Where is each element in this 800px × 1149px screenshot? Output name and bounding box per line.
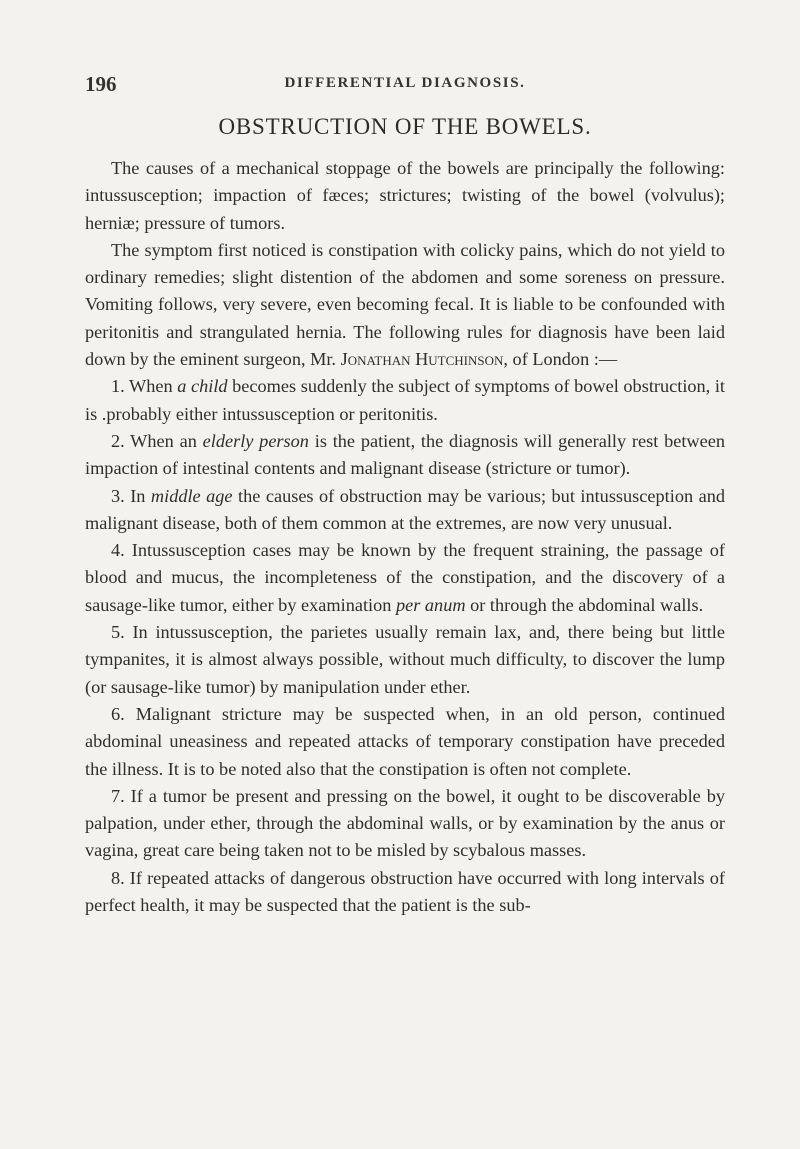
rule-1 [85, 373, 725, 428]
running-head [85, 72, 725, 102]
rule-1-prefix: 1. When [111, 376, 178, 397]
body-text [85, 155, 725, 919]
rule-5: 5. In intussusception, the parietes usually remain lax, and, there being but little tympanites, it is almost always possible, without much difficulty, to discover the lump (or sausage-like tumor) by manipulation under ether. [85, 622, 725, 697]
rule-1-emphasis: a child [177, 376, 228, 397]
paragraph-causes: The causes of a mechanical stoppage of the bowels are principally the following: intussusception; impaction of fæces; strictures; twisting of the bowel (volvulus); herniæ; pressure of tumors. [85, 158, 725, 233]
surgeon-name: Jonathan Hutchinson [340, 349, 504, 370]
rule-8: 8. If repeated attacks of dangerous obstruction have occurred with long intervals of perfect health, it may be suspected that the patient is the sub- [85, 867, 725, 916]
rule-2-prefix: 2. When an [111, 430, 203, 451]
rule-3 [85, 483, 725, 538]
running-title: DIFFERENTIAL DIAGNOSIS. [284, 75, 526, 91]
rule-2-emphasis: elderly person [202, 430, 309, 451]
paragraph-symptom [85, 237, 725, 373]
rule-4-suffix: or through the abdominal walls. [465, 594, 704, 615]
rule-7: 7. If a tumor be present and pressing on the bowel, it ought to be discoverable by palpation, under ether, through the abdominal walls, or by examination by the anus or vagina, great care being taken not to be misled by scybalous masses. [85, 785, 725, 861]
rule-1-suffix: becomes suddenly the subject of symptoms of bowel obstruction, it is .probably either intussusception or peritonitis. [85, 376, 726, 424]
rule-2-suffix: is the patient, the diagnosis will generally rest between impaction of intestinal contents and malignant disease (stricture or tumor). [85, 430, 726, 479]
rule-6: 6. Malignant stricture may be suspected when, in an old person, continued abdominal uneasiness and repeated attacks of temporary constipation have preceded the illness. It is to be noted also that the constipation is often not complete. [85, 703, 725, 779]
symptom-text: The symptom first noticed is constipation with colicky pains, which do not yield to ordinary remedies; slight distention of the abdomen and some soreness on pressure. Vomiting follows, very severe, even becoming fecal. It is liable to be confounded with peritonitis and strangulated hernia. The following rules for diagnosis have been laid down by the eminent surgeon, Mr. [85, 239, 725, 370]
section-title: OBSTRUCTION OF THE BOWELS. [218, 114, 592, 139]
symptom-text-end: , of London :— [503, 349, 618, 370]
rule-3-suffix: the causes of obstruction may be various; but intussusception and malignant disease, both of them common at the extremes, are now very unusual. [85, 485, 725, 533]
rule-3-emphasis: middle age [150, 485, 233, 506]
rule-2 [85, 428, 725, 483]
page-number: 196 [85, 72, 117, 96]
rule-4-emphasis: per anum [395, 594, 466, 615]
rule-4-prefix: 4. Intussusception cases may be known by the frequent straining, the passage of blood and mucus, the incompleteness of the constipation, and the discovery of a sausage-like tumor, either by examination [85, 540, 725, 615]
rule-4 [85, 537, 725, 619]
rule-3-prefix: 3. In [111, 485, 151, 506]
